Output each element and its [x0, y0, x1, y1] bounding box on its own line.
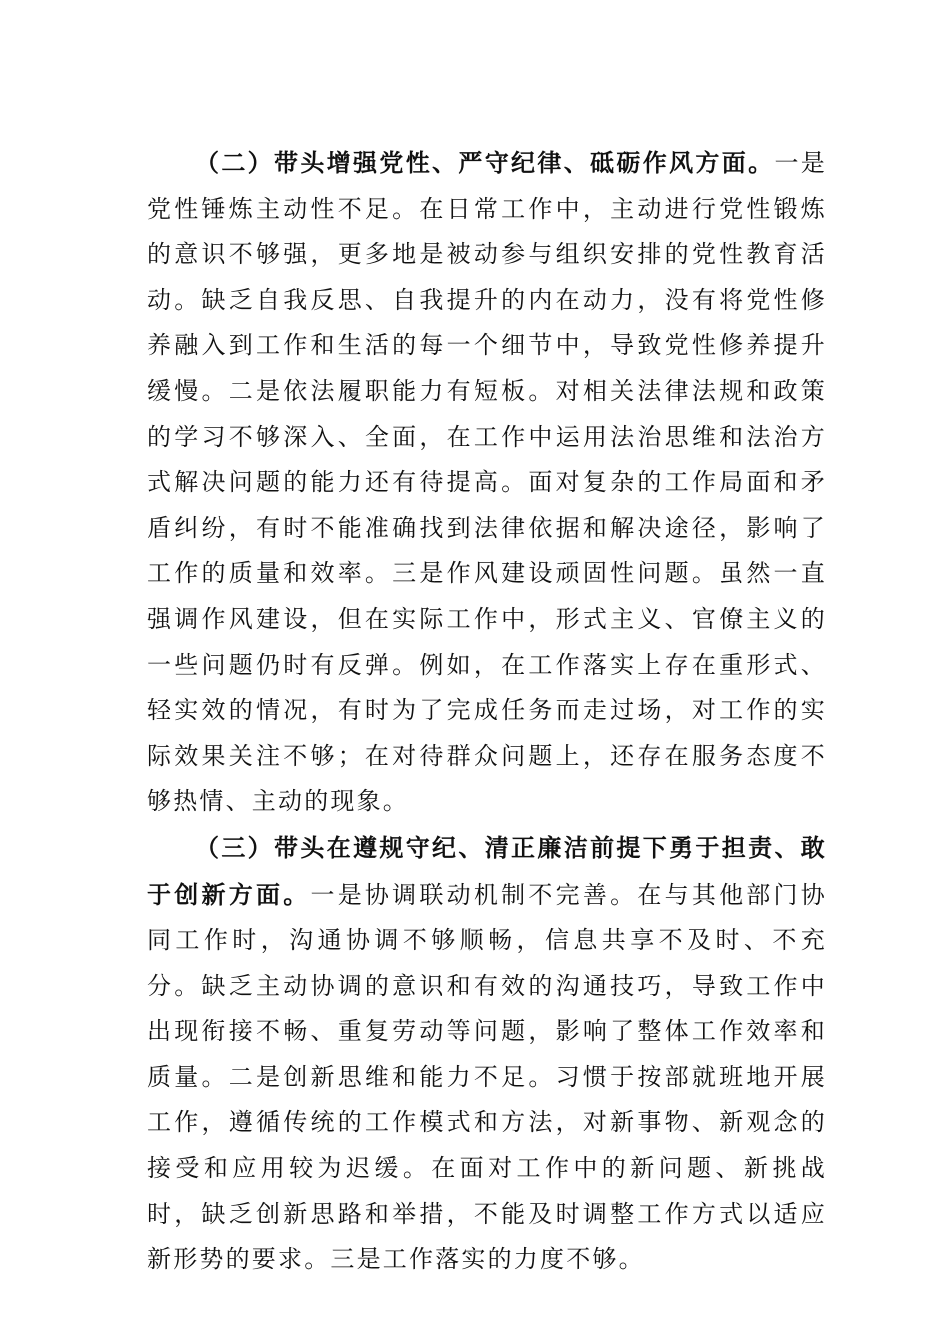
paragraph-content: 一是协调联动机制不完善。在与其他部门协同工作时，沟通协调不够顺畅，信息共享不及时、不充分。缺乏主动协调的意识和有效的沟通技巧，导致工作中出现衔接不畅、重复劳动等问题，影响了整体工作效率和质量。二是创新思维和能力不足。习惯于按部就班地开展工作，遵循传统的工作模式和方法，对新事物、新观念的接受和应用较为迟缓。在面对工作中的新问题、新挑战时，缺乏创新思路和举措，不能及时调整工作方式以适应新形势的要求。三是工作落实的力度不够。 — [147, 880, 827, 1274]
paragraph-content: 一是党性锤炼主动性不足。在日常工作中，主动进行党性锻炼的意识不够强，更多地是被动参与组织安排的党性教育活动。缺乏自我反思、自我提升的内在动力，没有将党性修养融入到工作和生活的每一个细节中，导致党性修养提升缓慢。二是依法履职能力有短板。对相关法律法规和政策的学习不够深入、全面，在工作中运用法治思维和法治方式解决问题的能力还有待提高。面对复杂的工作局面和矛盾纠纷，有时不能准确找到法律依据和解决途径，影响了工作的质量和效率。三是作风建设顽固性问题。虽然一直强调作风建设，但在实际工作中，形式主义、官僚主义的一些问题仍时有反弹。例如，在工作落实上存在重形式、轻实效的情况，有时为了完成任务而走过场，对工作的实际效果关注不够；在对待群众问题上，还存在服务态度不够热情、主动的现象。 — [147, 149, 827, 816]
paragraph-discipline-style — [147, 140, 827, 825]
document-body — [147, 140, 827, 1283]
paragraph-heading: （三）带头在遵规守纪、清正廉洁前提下勇于担责、敢于创新方面。 — [147, 832, 827, 909]
paragraph-heading: （二）带头增强党性、严守纪律、砥砺作风方面。 — [195, 148, 775, 177]
paragraph-responsibility-innovation — [147, 825, 827, 1283]
